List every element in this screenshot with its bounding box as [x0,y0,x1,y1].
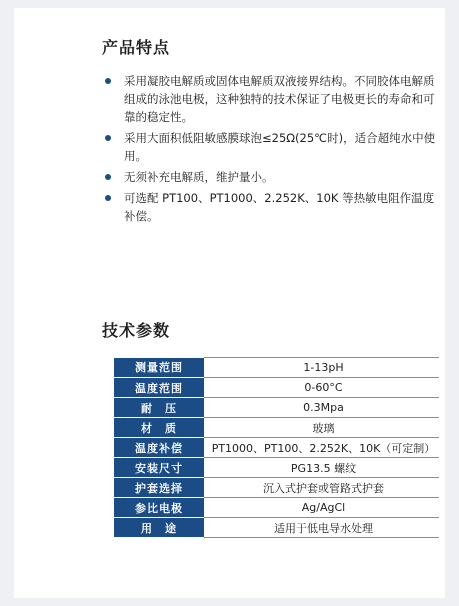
feature-item: 采用凝胶电解质或固体电解质双液接界结构。不同胶体电解质组成的泳池电极，这种独特的技术保证了电极更长的寿命和可靠的稳定性。 [104,72,444,126]
features-title: 产品特点 [102,38,171,57]
param-name: 用 途 [114,518,204,538]
feature-item: 无须补充电解质，维护量小。 [104,168,444,186]
table-row [114,418,439,438]
table-row [114,378,439,398]
table-row [114,358,439,378]
param-value: 1-13pH [204,358,439,378]
table-row [114,458,439,478]
feature-item: 可选配 PT100、PT1000、2.252K、10K 等热敏电阻作温度补偿。 [104,189,444,225]
bullet-icon [105,174,111,180]
param-name: 耐 压 [114,398,204,418]
page-border-bottom [0,598,459,606]
table-row [114,498,439,518]
param-value: 0.3Mpa [204,398,439,418]
page-border-right [445,0,459,606]
param-value: 适用于低电导水处理 [204,518,439,538]
param-value: Ag/AgCl [204,498,439,518]
bullet-icon [105,78,111,84]
page-border-top [0,0,459,8]
param-name: 测量范围 [114,358,204,378]
document-page [14,8,445,598]
table-row [114,478,439,498]
features-list [104,72,444,228]
table-row [114,398,439,418]
table-row [114,438,439,458]
param-name: 温度范围 [114,378,204,398]
specs-title: 技术参数 [102,321,171,340]
page-border-left [0,0,14,606]
param-value: 玻璃 [204,418,439,438]
bullet-icon [105,135,111,141]
param-value: PT1000、PT100、2.252K、10K（可定制） [204,438,439,458]
param-name: 安装尺寸 [114,458,204,478]
param-value: 沉入式护套或管路式护套 [204,478,439,498]
param-value: 0-60°C [204,378,439,398]
param-value: PG13.5 螺纹 [204,458,439,478]
bullet-icon [105,195,111,201]
param-name: 材 质 [114,418,204,438]
specs-table [114,357,439,538]
param-name: 护套选择 [114,478,204,498]
param-name: 参比电极 [114,498,204,518]
param-name: 温度补偿 [114,438,204,458]
feature-item: 采用大面积低阻敏感膜球泡≤25Ω(25℃时)，适合超纯水中使用。 [104,129,444,165]
table-row [114,518,439,538]
